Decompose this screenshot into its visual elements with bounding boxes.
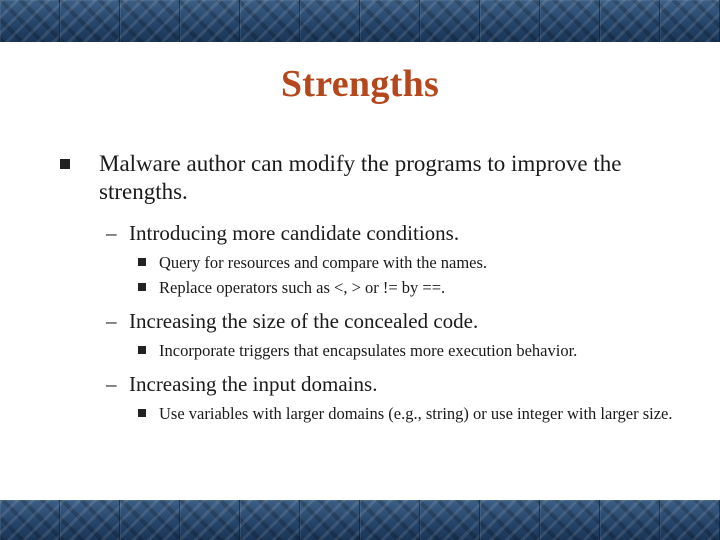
bullet-text: Increasing the size of the concealed code. [129,309,479,333]
square-bullet-icon [138,409,146,417]
bullet-text: Malware author can modify the programs to improve the strengths. [99,151,622,204]
bullet-text: Increasing the input domains. [129,372,378,396]
square-bullet-icon [138,346,146,354]
bullet-level3 [58,403,678,424]
bullet-level2 [58,371,678,397]
slide-body [58,150,678,428]
bullet-text: Incorporate triggers that encapsulates more execution behavior. [159,341,578,360]
bullet-level1 [58,150,678,206]
square-bullet-icon [138,258,146,266]
square-bullet-icon [60,159,70,169]
bullet-text: Use variables with larger domains (e.g., string) or use integer with larger size. [159,404,673,423]
dash-bullet-icon: – [106,221,117,245]
dash-bullet-icon: – [106,372,117,396]
top-decorative-band [0,0,720,42]
bullet-level3 [58,340,678,361]
bottom-decorative-band [0,500,720,540]
bullet-level2 [58,220,678,246]
dash-bullet-icon: – [106,309,117,333]
slide-title: Strengths [280,63,440,105]
bullet-level2 [58,308,678,334]
bullet-text: Introducing more candidate conditions. [129,221,460,245]
bullet-text: Query for resources and compare with the names. [159,253,488,272]
bullet-text: Replace operators such as <, > or != by ==. [159,278,446,297]
bullet-level3 [58,277,678,298]
square-bullet-icon [138,283,146,291]
bullet-level3 [58,252,678,273]
